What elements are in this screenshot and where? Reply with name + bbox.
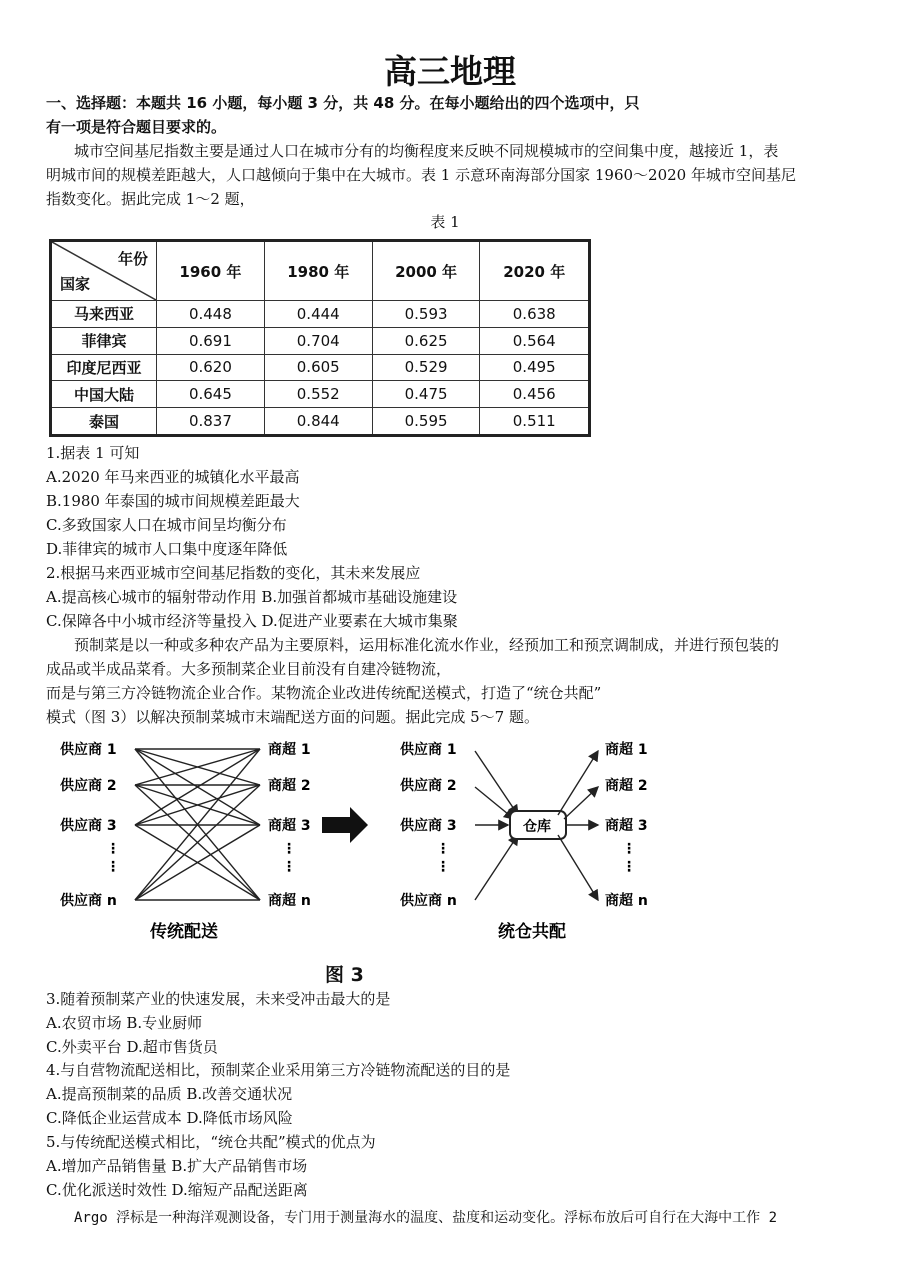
ellipsis-dots: ⋮ bbox=[622, 841, 636, 857]
supplier-label: 供应商 1 bbox=[400, 742, 457, 758]
value-cell: 0.837 bbox=[157, 408, 265, 436]
q2-stem: 2.根据马来西亚城市空间基尼指数的变化，其未来发展应 bbox=[46, 564, 421, 582]
warehouse-label: 仓库 bbox=[523, 819, 551, 835]
q2-option: C.保障各中小城市经济等量投入 D.促进产业要素在大城市集聚 bbox=[46, 612, 458, 630]
country-cell: 泰国 bbox=[51, 408, 157, 436]
value-cell: 0.620 bbox=[157, 354, 265, 381]
supplier-label: 供应商 n bbox=[60, 893, 117, 909]
table-row bbox=[51, 408, 590, 436]
ellipsis-dots: ⋮ bbox=[282, 841, 296, 857]
year-header: 1960 年 bbox=[157, 241, 265, 301]
table-caption: 表 1 bbox=[430, 213, 460, 231]
corner-country-label: 国家 bbox=[60, 275, 91, 293]
value-cell: 0.564 bbox=[480, 327, 590, 354]
store-label: 商超 2 bbox=[268, 778, 311, 794]
value-cell: 0.638 bbox=[480, 301, 590, 328]
traditional-links bbox=[135, 749, 260, 900]
intro2-line: 模式（图 3）以解决预制菜城市末端配送方面的问题。据此完成 5～7 题。 bbox=[46, 708, 539, 726]
value-cell: 0.444 bbox=[264, 301, 372, 328]
year-header: 1980 年 bbox=[264, 241, 372, 301]
value-cell: 0.511 bbox=[480, 408, 590, 436]
ellipsis-dots: ⋮ bbox=[106, 859, 120, 875]
store-label: 商超 3 bbox=[268, 818, 311, 834]
data-table bbox=[49, 239, 591, 437]
supplier-label: 供应商 2 bbox=[400, 778, 457, 794]
country-cell: 印度尼西亚 bbox=[51, 354, 157, 381]
page-title: 高三地理 bbox=[384, 52, 516, 91]
q3-option: C.外卖平台 D.超市售货员 bbox=[46, 1038, 218, 1056]
supplier-label: 供应商 3 bbox=[60, 818, 117, 834]
ellipsis-dots: ⋮ bbox=[106, 841, 120, 857]
section-header: 一、选择题：本题共 16 小题，每小题 3 分，共 48 分。在每小题给出的四个选项中，只 bbox=[46, 94, 640, 112]
intro2-line: 而是与第三方冷链物流企业合作。某物流企业改进传统配送模式，打造了“统仓共配” bbox=[46, 684, 602, 702]
supplier-label: 供应商 1 bbox=[60, 742, 117, 758]
q3-stem: 3.随着预制菜产业的快速发展，未来受冲击最大的是 bbox=[46, 990, 391, 1008]
section-header-cont: 有一项是符合题目要求的。 bbox=[46, 118, 227, 136]
table-row bbox=[51, 327, 590, 354]
corner-year-label: 年份 bbox=[117, 250, 148, 268]
figure-label: 图 3 bbox=[325, 964, 364, 986]
q3-option: A.农贸市场 B.专业厨师 bbox=[46, 1014, 203, 1032]
next-passage-line: Argo 浮标是一种海洋观测设备，专门用于测量海水的温度、盐度和运动变化。浮标布放后可自行在大海中工作 2 bbox=[74, 1210, 777, 1226]
q4-option: A.提高预制菜的品质 B.改善交通状况 bbox=[46, 1085, 293, 1103]
q4-stem: 4.与自营物流配送相比，预制菜企业采用第三方冷链物流配送的目的是 bbox=[46, 1061, 511, 1079]
table-header-row bbox=[51, 241, 590, 301]
traditional-caption: 传统配送 bbox=[150, 922, 218, 942]
ellipsis-dots: ⋮ bbox=[622, 859, 636, 875]
table-corner-cell bbox=[51, 241, 157, 301]
country-cell: 菲律宾 bbox=[51, 327, 157, 354]
intro2-line: 预制菜是以一种或多种农产品为主要原料，运用标准化流水作业，经预加工和预烹调制成，并进行预包装的 bbox=[74, 636, 780, 654]
store-label: 商超 2 bbox=[605, 778, 648, 794]
ellipsis-dots: ⋮ bbox=[436, 859, 450, 875]
value-cell: 0.704 bbox=[264, 327, 372, 354]
value-cell: 0.593 bbox=[372, 301, 480, 328]
value-cell: 0.844 bbox=[264, 408, 372, 436]
value-cell: 0.552 bbox=[264, 381, 372, 408]
intro1-line: 明城市间的规模差距越大，人口越倾向于集中在大城市。表 1 示意环南海部分国家 1960～2020 年城市空间基尼 bbox=[46, 166, 796, 184]
value-cell: 0.605 bbox=[264, 354, 372, 381]
ellipsis-dots: ⋮ bbox=[282, 859, 296, 875]
value-cell: 0.475 bbox=[372, 381, 480, 408]
intro2-line: 成品或半成品菜肴。大多预制菜企业目前没有自建冷链物流， bbox=[46, 660, 452, 678]
table-row bbox=[51, 381, 590, 408]
value-cell: 0.645 bbox=[157, 381, 265, 408]
transition-arrow bbox=[322, 807, 368, 843]
store-label: 商超 3 bbox=[605, 818, 648, 834]
year-header: 2000 年 bbox=[372, 241, 480, 301]
value-cell: 0.691 bbox=[157, 327, 265, 354]
intro1-line: 城市空间基尼指数主要是通过人口在城市分有的均衡程度来反映不同规模城市的空间集中度，越接近 1，表 bbox=[74, 142, 779, 160]
figure-3-diagram bbox=[50, 735, 670, 955]
q1-stem: 1.据表 1 可知 bbox=[46, 444, 140, 462]
q2-option: A.提高核心城市的辐射带动作用 B.加强首都城市基础设施建设 bbox=[46, 588, 458, 606]
table-row bbox=[51, 354, 590, 381]
q5-option: A.增加产品销售量 B.扩大产品销售市场 bbox=[46, 1157, 308, 1175]
supplier-label: 供应商 3 bbox=[400, 818, 457, 834]
q5-option: C.优化派送时效性 D.缩短产品配送距离 bbox=[46, 1181, 308, 1199]
country-cell: 马来西亚 bbox=[51, 301, 157, 328]
value-cell: 0.448 bbox=[157, 301, 265, 328]
value-cell: 0.595 bbox=[372, 408, 480, 436]
store-label: 商超 1 bbox=[268, 742, 311, 758]
shared-caption: 统仓共配 bbox=[498, 922, 566, 942]
table-row bbox=[51, 301, 590, 328]
q1-option: D.菲律宾的城市人口集中度逐年降低 bbox=[46, 540, 288, 558]
q1-option: B.1980 年泰国的城市间规模差距最大 bbox=[46, 492, 300, 510]
intro1-line: 指数变化。据此完成 1～2 题， bbox=[46, 190, 255, 208]
year-header: 2020 年 bbox=[480, 241, 590, 301]
supplier-label: 供应商 n bbox=[400, 893, 457, 909]
store-label: 商超 1 bbox=[605, 742, 648, 758]
store-label: 商超 n bbox=[605, 893, 648, 909]
value-cell: 0.456 bbox=[480, 381, 590, 408]
store-label: 商超 n bbox=[268, 893, 311, 909]
value-cell: 0.625 bbox=[372, 327, 480, 354]
q4-option: C.降低企业运营成本 D.降低市场风险 bbox=[46, 1109, 293, 1127]
ellipsis-dots: ⋮ bbox=[436, 841, 450, 857]
value-cell: 0.495 bbox=[480, 354, 590, 381]
q1-option: C.多致国家人口在城市间呈均衡分布 bbox=[46, 516, 287, 534]
q1-option: A.2020 年马来西亚的城镇化水平最高 bbox=[46, 468, 300, 486]
q5-stem: 5.与传统配送模式相比，“统仓共配”模式的优点为 bbox=[46, 1133, 376, 1151]
value-cell: 0.529 bbox=[372, 354, 480, 381]
country-cell: 中国大陆 bbox=[51, 381, 157, 408]
supplier-label: 供应商 2 bbox=[60, 778, 117, 794]
